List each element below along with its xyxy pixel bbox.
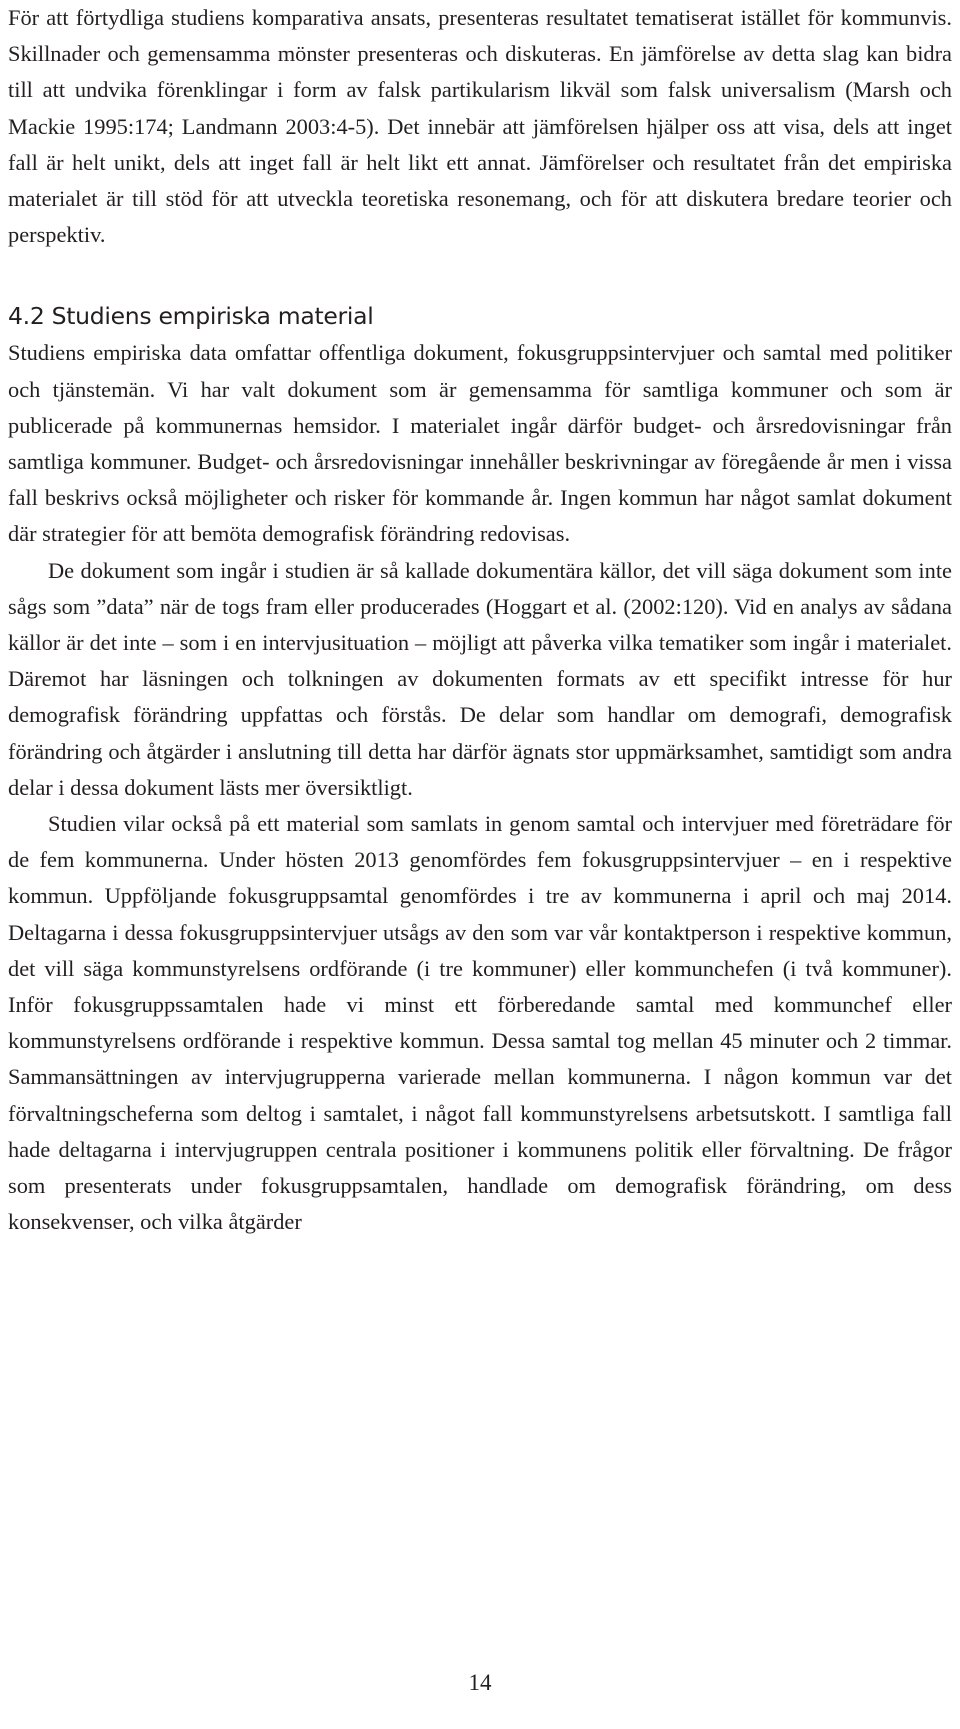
page-number: 14 [468,1670,492,1695]
document-page [8,0,952,1729]
body-paragraph-3: Studien vilar också på ett material som samlats in genom samtal och intervjuer med företrädare för de fem kommunerna. Under hösten 2013 genomfördes fem fokusgruppsintervjuer – en i respektive kommun. Uppföljande fokusgruppsamtal genomfördes i tre av kommunerna i april och maj 2014. Deltagarna i dessa fokusgruppsintervjuer utsågs av den som var vår kontaktperson i respektive kommun, det vill säga kommunstyrelsens ordförande (i tre kommuner) eller kommunchefen (i två kommuner). Inför fokusgruppssamtalen hade vi minst ett förberedande samtal med kommunchef eller kommunstyrelsens ordförande i respektive kommun. Dessa samtal tog mellan 45 minuter och 2 timmar. Sammansättningen av intervjugrupperna varierade mellan kommunerna. I någon kommun var det förvaltningscheferna som deltog i samtalet, i något fall kommunstyrelsens arbetsutskott. I samtliga fall hade deltagarna i intervjugruppen centrala positioner i kommunens politik eller förvaltning. De frågor som presenterats under fokusgruppsamtalen, handlade om demografisk förändring, om dess konsekvenser, och vilka åtgärder [8,811,952,1235]
body-paragraph-2: De dokument som ingår i studien är så kallade dokumentära källor, det vill säga dokument som inte sågs som ”data” när de togs fram eller producerades (Hoggart et al. (2002:120). Vid en analys av sådana källor är det inte – som i en intervjusituation – möjligt att påverka vilka tematiker som ingår i materialet. Däremot har läsningen och tolkningen av dokumenten formats av ett specifikt intresse för hur demografisk förändring uppfattas och förstås. De delar som handlar om demografi, demografisk förändring och åtgärder i anslutning till detta har därför ägnats stor uppmärksamhet, samtidigt som andra delar i dessa dokument lästs mer översiktligt. [8,557,952,800]
section-heading: 4.2 Studiens empiriska material [8,302,374,331]
intro-paragraph: För att förtydliga studiens komparativa ansats, presenteras resultatet tematiserat istället för kommunvis. Skillnader och gemensamma mönster presenteras och diskuteras. En jämförelse av detta slag kan bidra till att undvika förenklingar i form av falsk partikularism likväl som falsk universalism (Marsh och Mackie 1995:174; Landmann 2003:4-5). Det innebär att jämförelsen hjälper oss att visa, dels att inget fall är helt unikt, dels att inget fall är helt likt ett annat. Jämförelser och resultatet från det empiriska materialet är till stöd för att utveckla teoretiska resonemang, och för att diskutera bredare teorier och perspektiv. [8,5,952,248]
body-paragraph-1: Studiens empiriska data omfattar offentliga dokument, fokusgruppsintervjuer och samtal med politiker och tjänstemän. Vi har valt dokument som är gemensamma för samtliga kommuner och som är publicerade på kommunernas hemsidor. I materialet ingår därför budget- och årsredovisningar från samtliga kommuner. Budget- och årsredovisningar innehåller beskrivningar av föregående år men i vissa fall beskrivs också möjligheter och risker för kommande år. Ingen kommun har något samlat dokument där strategier för att bemöta demografisk förändring redovisas. [8,340,952,547]
